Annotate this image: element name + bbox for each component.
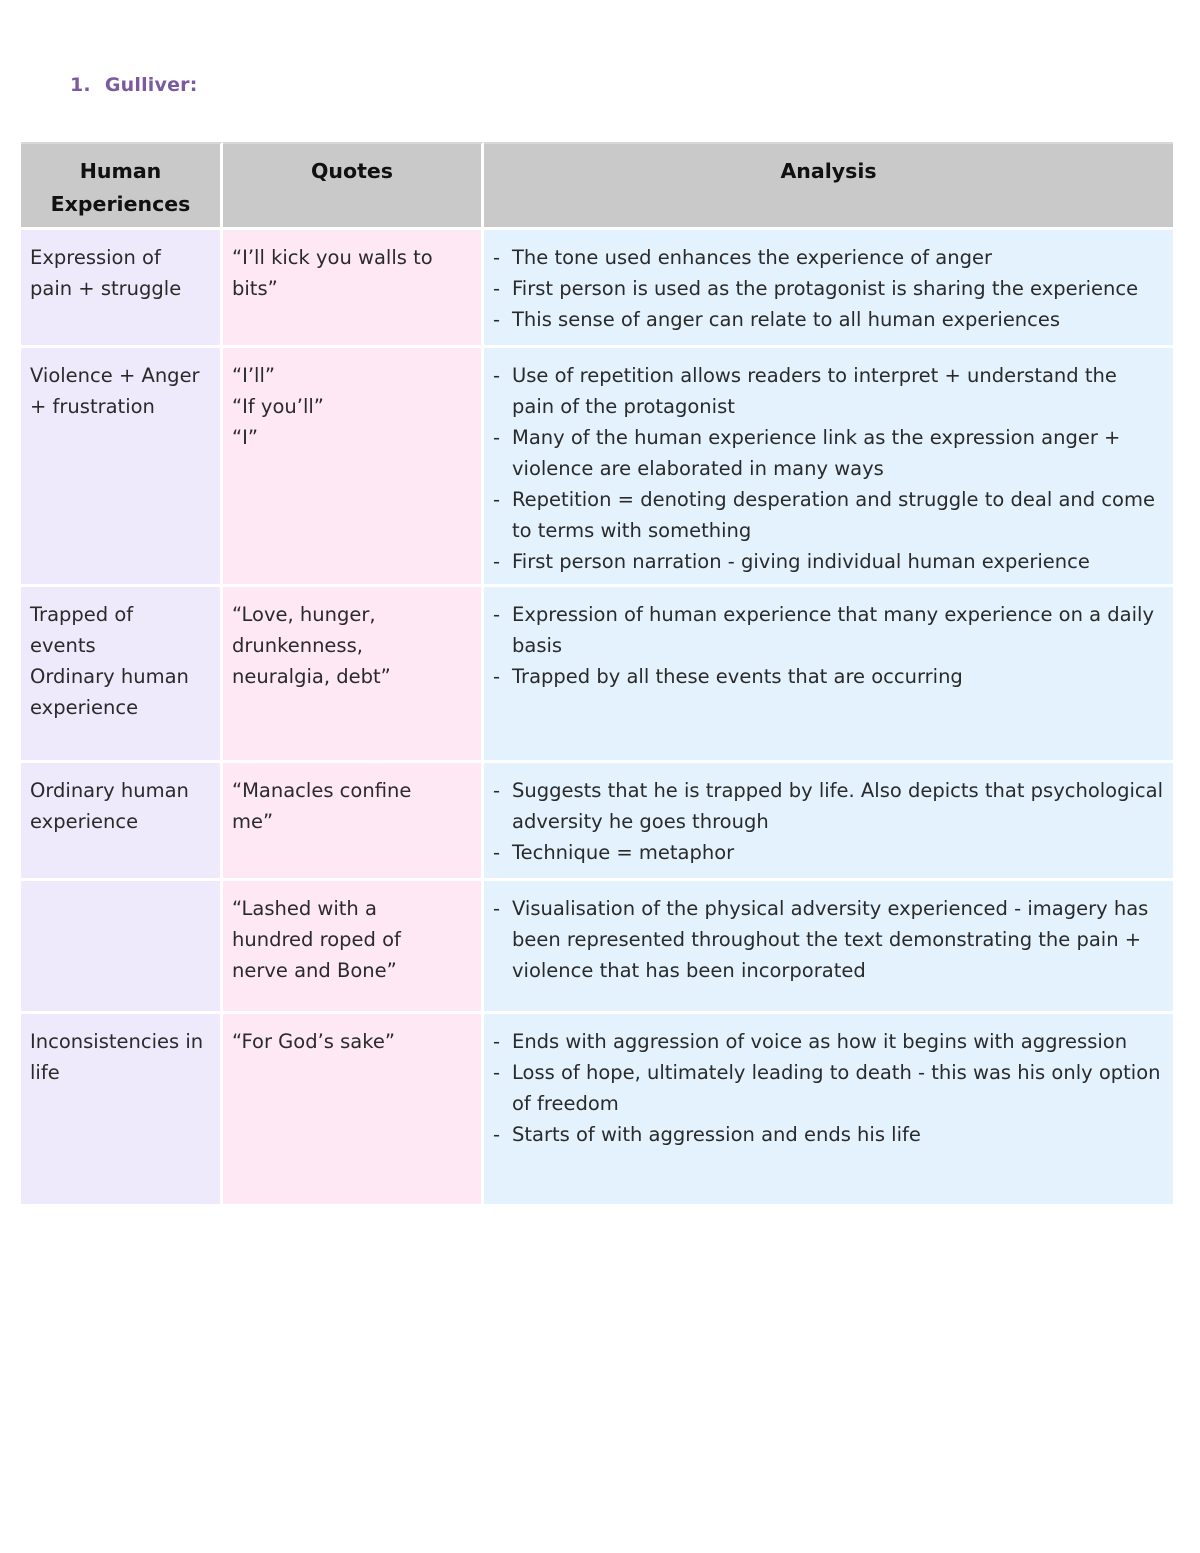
experience-cell: Trapped of events Ordinary human experience (21, 587, 223, 763)
header-quotes: Quotes (223, 142, 484, 230)
experience-cell: Expression of pain + struggle (21, 230, 223, 348)
analysis-list (493, 775, 1165, 868)
analysis-table (21, 142, 1173, 1207)
table-row (21, 1014, 1173, 1207)
analysis-point: - The tone used enhances the experience of anger (493, 242, 1165, 273)
experience-cell: Violence + Anger + frustration (21, 348, 223, 587)
analysis-cell (484, 230, 1173, 348)
header-human-experiences: Human Experiences (21, 142, 223, 230)
analysis-point: - Trapped by all these events that are occurring (493, 661, 1165, 692)
analysis-point: - Technique = metaphor (493, 837, 1165, 868)
quote-cell: “I’ll kick you walls to bits” (223, 230, 484, 348)
analysis-list (493, 242, 1165, 335)
analysis-cell (484, 1014, 1173, 1207)
analysis-cell (484, 763, 1173, 881)
analysis-list (493, 599, 1165, 692)
analysis-point: - Repetition = denoting desperation and struggle to deal and come to terms with something (493, 484, 1165, 546)
experience-cell (21, 881, 223, 1014)
table-header-row (21, 142, 1173, 230)
analysis-point: - Expression of human experience that many experience on a daily basis (493, 599, 1165, 661)
table-row (21, 881, 1173, 1014)
quote-cell: “Manacles confine me” (223, 763, 484, 881)
experience-cell: Inconsistencies in life (21, 1014, 223, 1207)
quote-cell: “For God’s sake” (223, 1014, 484, 1207)
analysis-cell (484, 881, 1173, 1014)
section-title: Gulliver: (104, 74, 198, 96)
section-number: 1. (70, 74, 91, 96)
analysis-point: - Loss of hope, ultimately leading to death - this was his only option of freedom (493, 1057, 1165, 1119)
analysis-point: - Use of repetition allows readers to interpret + understand the pain of the protagonist (493, 360, 1165, 422)
experience-cell: Ordinary human experience (21, 763, 223, 881)
quote-cell: “I’ll” “If you’ll” “I” (223, 348, 484, 587)
analysis-list (493, 893, 1165, 986)
table-row (21, 230, 1173, 348)
analysis-point: - Starts of with aggression and ends his life (493, 1119, 1165, 1150)
header-analysis: Analysis (484, 142, 1173, 230)
analysis-cell (484, 348, 1173, 587)
analysis-point: - This sense of anger can relate to all human experiences (493, 304, 1165, 335)
analysis-point: - Suggests that he is trapped by life. Also depicts that psychological adversity he goes through (493, 775, 1165, 837)
analysis-list (493, 360, 1165, 577)
table-row (21, 587, 1173, 763)
quote-cell: “Love, hunger, drunkenness, neuralgia, debt” (223, 587, 484, 763)
analysis-list (493, 1026, 1165, 1150)
analysis-point: - First person narration - giving individual human experience (493, 546, 1165, 577)
analysis-point: - Ends with aggression of voice as how it begins with aggression (493, 1026, 1165, 1057)
table-row (21, 763, 1173, 881)
analysis-cell (484, 587, 1173, 763)
analysis-point: - Visualisation of the physical adversity experienced - imagery has been represented throughout the text demonstrating the pain + violence that has been incorporated (493, 893, 1165, 986)
quote-cell: “Lashed with a hundred roped of nerve and Bone” (223, 881, 484, 1014)
table-row (21, 348, 1173, 587)
analysis-point: - First person is used as the protagonist is sharing the experience (493, 273, 1165, 304)
section-heading (70, 74, 198, 96)
analysis-point: - Many of the human experience link as the expression anger + violence are elaborated in many ways (493, 422, 1165, 484)
